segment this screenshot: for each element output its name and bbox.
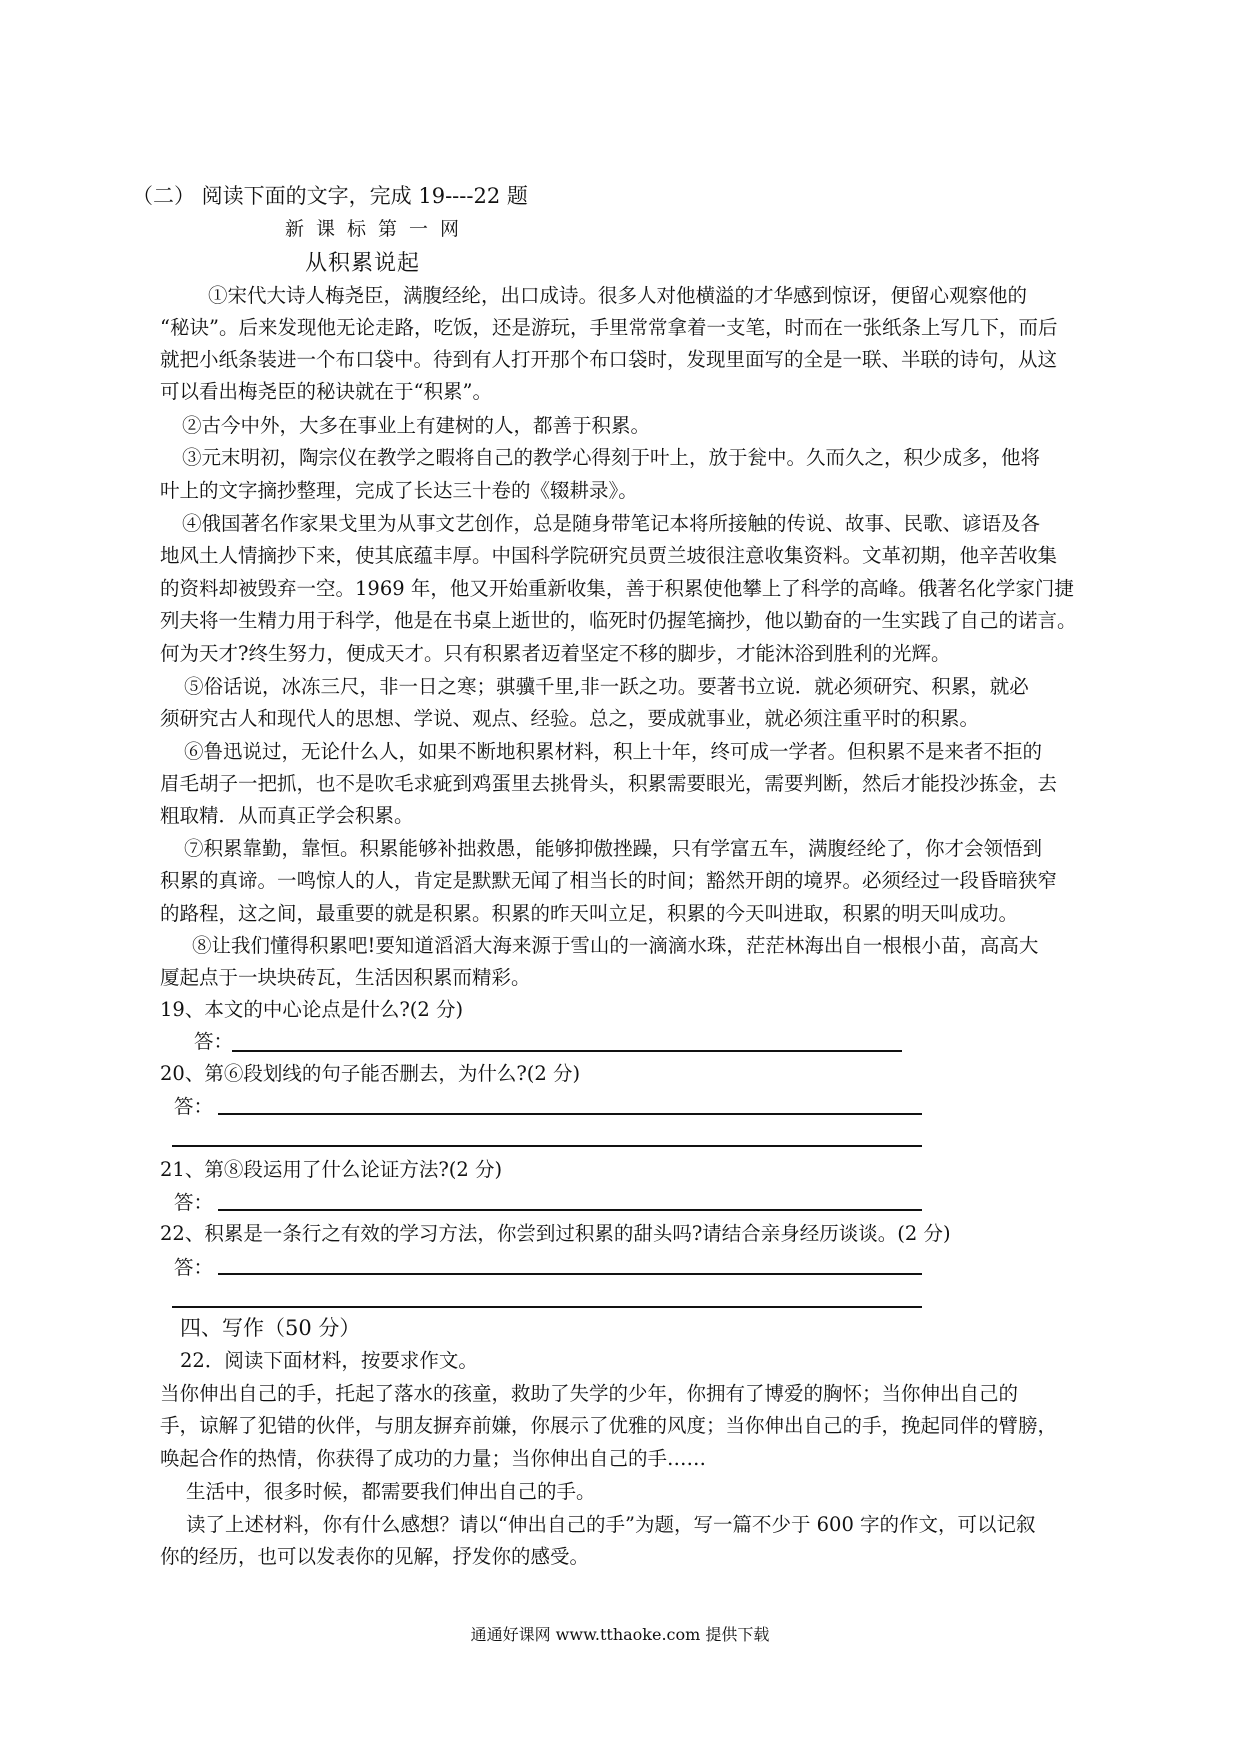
passage-line: 地风土人情摘抄下来，使其底蕴丰厚。中国科学院研究员贾兰坡很注意收集资料。文革初期，他辛苦收集 xyxy=(160,544,1058,567)
passage-line: 粗取精．从而真正学会积累。 xyxy=(160,804,414,827)
passage-line: ⑥鲁迅说过，无论什么人，如果不断地积累材料，积上十年，终可成一学者。但积累不是来者不拒的 xyxy=(184,740,1043,763)
passage-line: ⑧让我们懂得积累吧!要知道滔滔大海来源于雪山的一滴滴水珠，茫茫林海出自一根根小苗，高高大 xyxy=(192,934,1039,957)
footer-text: 通通好课网 www.tthaoke.com 提供下载 xyxy=(470,1625,770,1644)
material-line: 唤起合作的热情，你获得了成功的力量；当你伸出自己的手…… xyxy=(160,1447,707,1470)
passage-line: 列夫将一生精力用于科学，他是在书桌上逝世的，临死时仍握笔摘抄，他以勤奋的一生实践了自己的诺言。 xyxy=(160,609,1077,632)
material-line: 你的经历，也可以发表你的见解，抒发你的感受。 xyxy=(160,1545,590,1568)
material-line: 生活中，很多时候，都需要我们伸出自己的手。 xyxy=(186,1480,596,1503)
material-line: 手，谅解了犯错的伙伴，与朋友摒弃前嫌，你展示了优雅的风度；当你伸出自己的手，挽起同伴的臂膀， xyxy=(160,1414,1058,1437)
question-22: 22、积累是一条行之有效的学习方法，你尝到过积累的甜头吗?请结合亲身经历谈谈。(2 分) xyxy=(160,1222,951,1245)
writing-heading: 四、写作（50 分） xyxy=(180,1316,361,1340)
passage-line: 的路程，这之间，最重要的就是积累。积累的昨天叫立足，积累的今天叫进取，积累的明天叫成功。 xyxy=(160,902,1019,925)
answer-label: 答： xyxy=(174,1191,214,1214)
watermark-text: 新课标第一网 xyxy=(285,218,472,240)
passage-line: 何为天才?终生努力，便成天才。只有积累者迈着坚定不移的脚步，才能沐浴到胜利的光辉。 xyxy=(160,642,951,665)
material-line: 读了上述材料，你有什么感想？请以“伸出自己的手”为题，写一篇不少于 600 字的作文，可以记叙 xyxy=(186,1513,1036,1536)
passage-line: 叶上的文字摘抄整理，完成了长达三十卷的《辍耕录》。 xyxy=(160,479,638,502)
passage-line: 厦起点于一块块砖瓦，生活因积累而精彩。 xyxy=(160,966,531,989)
passage-line: ③元末明初，陶宗仪在教学之暇将自己的教学心得刻于叶上，放于瓮中。久而久之，积少成多，他将 xyxy=(182,446,1041,469)
passage-line: 就把小纸条装进一个布口袋中。待到有人打开那个布口袋时，发现里面写的全是一联、半联的诗句，从这 xyxy=(160,348,1058,371)
passage-line: ④俄国著名作家果戈里为从事文艺创作，总是随身带笔记本将所接触的传说、故事、民歌、谚语及各 xyxy=(182,512,1041,535)
passage-line: 的资料却被毁弃一空。1969 年，他又开始重新收集，善于积累使他攀上了科学的高峰。俄著名化学家门捷 xyxy=(160,577,1074,600)
passage-line: “秘诀”。后来发现他无论走路，吃饭，还是游玩，手里常常拿着一支笔，时而在一张纸条上写几下，而后 xyxy=(160,316,1058,339)
answer-line-20a[interactable] xyxy=(218,1113,922,1115)
passage-line: ①宋代大诗人梅尧臣，满腹经纶，出口成诗。很多人对他横溢的才华感到惊讶，便留心观察他的 xyxy=(208,284,1028,307)
article-title: 从积累说起 xyxy=(305,251,421,276)
passage-line: ②古今中外，大多在事业上有建树的人，都善于积累。 xyxy=(182,414,651,437)
writing-prompt: 22．阅读下面材料，按要求作文。 xyxy=(180,1349,478,1372)
answer-line-19[interactable] xyxy=(232,1050,902,1052)
passage-line: 可以看出梅尧臣的秘诀就在于“积累”。 xyxy=(160,380,492,403)
answer-label: 答： xyxy=(174,1256,214,1279)
passage-line: 积累的真谛。一鸣惊人的人，肯定是默默无闻了相当长的时间；豁然开朗的境界。必须经过一段昏暗狭窄 xyxy=(160,869,1058,892)
question-19: 19、本文的中心论点是什么?(2 分) xyxy=(160,998,464,1021)
answer-line-21[interactable] xyxy=(218,1209,922,1211)
passage-line: 须研究古人和现代人的思想、学说、观点、经验。总之，要成就事业，就必须注重平时的积累。 xyxy=(160,707,980,730)
answer-label: 答： xyxy=(174,1095,214,1118)
answer-line-22a[interactable] xyxy=(218,1273,922,1275)
passage-line: ⑤俗话说，冰冻三尺，非一日之寒；骐骥千里,非一跃之功。要著书立说．就必须研究、积累，就必 xyxy=(184,675,1029,698)
passage-line: 眉毛胡子一把抓，也不是吹毛求疵到鸡蛋里去挑骨头，积累需要眼光，需要判断，然后才能投沙拣金，去 xyxy=(160,772,1058,795)
answer-line-20b[interactable] xyxy=(172,1145,922,1147)
answer-label: 答： xyxy=(194,1030,234,1053)
question-21: 21、第⑧段运用了什么论证方法?(2 分) xyxy=(160,1158,503,1181)
section-heading: （二） 阅读下面的文字，完成 19----22 题 xyxy=(132,184,528,208)
question-20: 20、第⑥段划线的句子能否删去，为什么?(2 分) xyxy=(160,1062,581,1085)
answer-line-22b[interactable] xyxy=(172,1306,922,1308)
material-line: 当你伸出自己的手，托起了落水的孩童，救助了失学的少年，你拥有了博爱的胸怀；当你伸出自己的 xyxy=(160,1382,1019,1405)
passage-line: ⑦积累靠勤，靠恒。积累能够补拙救愚，能够抑傲挫躁，只有学富五车，满腹经纶了，你才会领悟到 xyxy=(184,837,1043,860)
